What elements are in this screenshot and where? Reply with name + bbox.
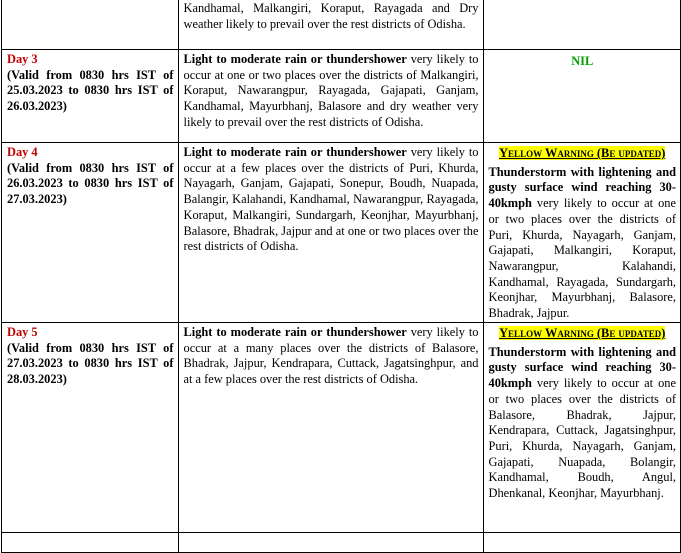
yellow-warning-badge: Yellow Warning (Be updated) (499, 146, 666, 160)
day-label: Day 4 (7, 145, 38, 159)
forecast-text: very likely to occur at a few places over the districts of Puri, Khurda, Nayagarh, Ganjam, Gajapati, Sonepur, Boudh, Nuapada, Balangir, Kalahandi, Kandhamal, Nawarangpur, Rayagada, Koraput, Malkangiri, Sundargarh, Keonjhar, Mayurbhanj, Balasore, Bhadrak, Jajpur and at one or two places over the rest districts of Odisha. (183, 145, 479, 254)
warning-bold: Thunderstorm with lightening and gusty surface wind reaching 30-40kmph (488, 344, 676, 391)
warning-cell (483, 323, 681, 533)
forecast-text: very likely to occur at a many places over the districts of Balasore, Bhadrak, Jajpur, Kendrapara, Cuttack, Jagatsinghpur, and at a few places over the rest districts of Odisha. (183, 325, 479, 387)
forecast-cell (178, 323, 483, 533)
day-label: Day 3 (7, 52, 38, 66)
day-cell (2, 0, 179, 50)
yellow-warning-badge: Yellow Warning (Be updated) (499, 326, 666, 340)
forecast-table (1, 0, 681, 553)
day-cell (2, 143, 179, 323)
warning-cell (483, 0, 681, 50)
forecast-bold: Light to moderate rain or thundershower (183, 145, 407, 159)
warning-text: very likely to occur at one or two places over the districts of Balasore, Bhadrak, Jajpur, Kendrapara, Cuttack, Jagatsinghpur, Puri, Khurda, Nayagarh, Ganjam, Gajapati, Nuapada, Bolangir, Kandhamal, Boudh, Angul, Dhenkanal, Keonjhar, Mayurbhanj. (488, 376, 676, 501)
day-cell (2, 323, 179, 533)
forecast-cell (178, 0, 483, 50)
warning-cell (483, 50, 681, 143)
forecast-cell (178, 143, 483, 323)
forecast-text: very likely to occur at one or two places over the districts of Malkangiri, Koraput, Nawarangpur, Rayagada, Gajapati, Ganjam, Kandhamal, Mayurbhanj, Balasore and dry weather very likely to prevail over the rest districts of Odisha. (183, 52, 479, 129)
warning-cell (483, 533, 681, 553)
forecast-cell (178, 50, 483, 143)
table-row (2, 0, 681, 50)
validity-text: (Valid from 0830 hrs IST of 27.03.2023 to 0830 hrs IST of 28.03.2023) (7, 340, 174, 387)
table-row (2, 533, 681, 553)
forecast-text: Kandhamal, Malkangiri, Koraput, Rayagada and Dry weather likely to prevail over the rest districts of Odisha. (183, 1, 479, 31)
table-row (2, 143, 681, 323)
warning-text: very likely to occur at one or two places over the districts of Puri, Khurda, Nayagarh, Ganjam, Gajapati, Malkangiri, Koraput, Nawarangpur, Kalahandi, Kandhamal, Rayagada, Sundargarh, Keonjhar, Mayurbhanj, Balasore, Bhadrak, Jajpur. (488, 196, 676, 321)
warning-nil: NIL (571, 54, 594, 68)
forecast-bold: Light to moderate rain or thundershower (183, 325, 407, 339)
day-cell (2, 50, 179, 143)
warning-cell (483, 143, 681, 323)
validity-text: (Valid from 0830 hrs IST of 26.03.2023 to 0830 hrs IST of 27.03.2023) (7, 160, 174, 207)
day-label: Day 5 (7, 325, 38, 339)
validity-text: (Valid from 0830 hrs IST of 25.03.2023 to 0830 hrs IST of 26.03.2023) (7, 67, 174, 114)
day-cell (2, 533, 179, 553)
warning-bold: Thunderstorm with lightening and gusty surface wind reaching 30-40kmph (488, 164, 676, 211)
table-row (2, 323, 681, 533)
table-row (2, 50, 681, 143)
forecast-cell (178, 533, 483, 553)
forecast-bold: Light to moderate rain or thundershower (183, 52, 407, 66)
